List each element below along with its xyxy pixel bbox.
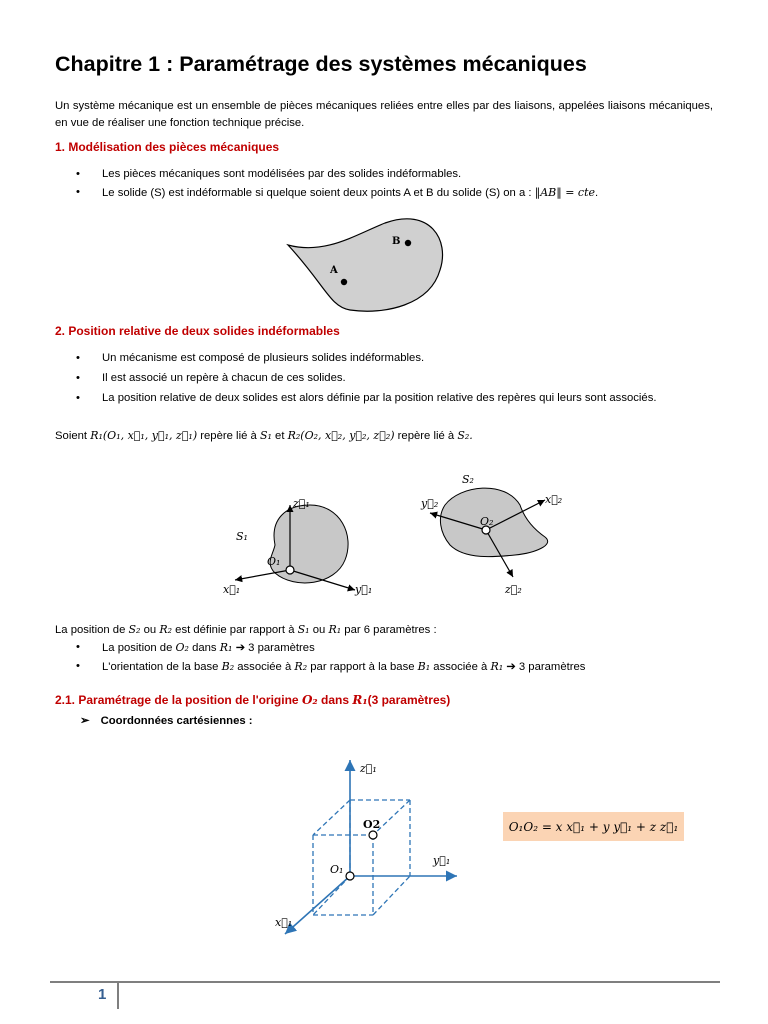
- o2-label: O₂: [480, 515, 494, 528]
- bullet-text: Il est associé un repère à chacun de ces solides.: [102, 372, 346, 384]
- soient-mid2: repère lié à: [397, 430, 455, 442]
- sb1-m1: O₂: [175, 641, 189, 654]
- page-number: 1: [98, 986, 107, 1003]
- s2-label: S₂: [462, 473, 474, 486]
- o2-label-3d: O2: [363, 818, 381, 831]
- r2-def: R₂(O₂, x⃗₂, y⃗₂, z⃗₂): [287, 429, 395, 442]
- s21-o2: O₂: [301, 693, 318, 707]
- sb2-m1: B₂: [221, 660, 235, 673]
- r1-def: R₁(O₁, x⃗₁, y⃗₁, z⃗₁): [90, 429, 198, 442]
- soient-mid1: repère lié à: [200, 430, 257, 442]
- y1-label-3d: y⃗₁: [433, 854, 451, 867]
- cartesian-item: [80, 713, 253, 730]
- ps-part1: La position de: [55, 624, 126, 636]
- z1-label: z⃗₁: [293, 497, 310, 510]
- sb1-m2: R₁: [219, 641, 233, 654]
- point-b-dot: [405, 240, 411, 246]
- sb2-m2: R₂: [294, 660, 308, 673]
- solid-shape: [288, 219, 443, 311]
- s21-suffix: (3 paramètres): [367, 693, 451, 707]
- section-2-bullet-1: [76, 350, 713, 367]
- x2-label: x⃗₂: [545, 493, 563, 506]
- bullet-text: Un mécanisme est composé de plusieurs solides indéformables.: [102, 352, 425, 364]
- position-sub-bullet-2: [76, 658, 586, 676]
- origin-o1-3d: [346, 872, 354, 880]
- ps-s2: S₂: [128, 623, 141, 636]
- ps-r2: R₂: [159, 623, 173, 636]
- ps-part5: par 6 paramètres :: [344, 624, 437, 636]
- sb2-m4: R₁: [490, 660, 504, 673]
- sb2-t4: associée à: [433, 661, 488, 673]
- ps-part2: ou: [143, 624, 157, 636]
- section-2-bullet-3: [76, 390, 713, 407]
- bullet-dot: •: [76, 392, 80, 404]
- dashed-box: [313, 800, 410, 915]
- point-a-dot: [341, 279, 347, 285]
- origin-o1: [286, 566, 294, 574]
- s1-ref: S₁: [259, 429, 272, 442]
- bullet-dot: •: [76, 186, 80, 198]
- cartesian-figure: [265, 750, 475, 940]
- bullet-text: Les pièces mécaniques sont modélisées par des solides indéformables.: [102, 168, 462, 180]
- ps-r1: R₁: [328, 623, 342, 636]
- section-2-bullet-2: [76, 370, 713, 387]
- sb1-t3: ➔ 3 paramètres: [235, 642, 315, 654]
- soient-prefix: Soient: [55, 430, 88, 442]
- s21-mid: dans: [321, 693, 350, 707]
- page-title: Chapitre 1 : Paramétrage des systèmes mécaniques: [55, 52, 587, 76]
- s2-ref: S₂.: [457, 429, 473, 442]
- point-b-label: B: [392, 236, 401, 247]
- position-sentence: [55, 621, 437, 639]
- section-2-heading: 2. Position relative de deux solides indéformables: [55, 324, 340, 338]
- x1-label: x⃗₁: [223, 583, 241, 596]
- position-vector-formula: O₁O₂ = x x⃗₁ + y y⃗₁ + z z⃗₁: [503, 812, 684, 841]
- arrow-bullet-icon: ➢: [80, 715, 90, 727]
- s1-label: S₁: [236, 530, 248, 543]
- o1-label-3d: O₁: [330, 863, 344, 876]
- o1-label: O₁: [267, 555, 281, 568]
- intro-paragraph: Un système mécanique est un ensemble de pièces mécaniques reliées entre elles par des liaisons, appelées liaisons mécaniques, en vue de réaliser une fonction technique précise.: [55, 100, 713, 129]
- section-1-bullet-2: • Le solide (S) est indéformable si quelque soient deux points A et B du solide (S) on a : ‖AB‖ = cte.: [76, 186, 599, 199]
- sb1-t1: La position de: [102, 642, 173, 654]
- bullet-dot: •: [76, 660, 80, 672]
- bullet-dot: •: [76, 168, 80, 180]
- sb2-t2: associée à: [237, 661, 292, 673]
- bullet-dot: •: [76, 372, 80, 384]
- s21-r1: R₁: [352, 693, 368, 707]
- norm-formula: ‖AB‖ = cte: [534, 186, 596, 199]
- ps-s1: S₁: [297, 623, 310, 636]
- ps-part4: ou: [312, 624, 326, 636]
- z2-label: z⃗₂: [505, 583, 522, 596]
- section-1-heading: 1. Modélisation des pièces mécaniques: [55, 140, 280, 154]
- x1-axis-3d: [285, 876, 350, 934]
- bullet-text: Le solide (S) est indéformable si quelque soient deux points A et B du solide (S) on a :: [102, 187, 532, 199]
- footer-rule: [50, 981, 720, 983]
- sb2-t1: L'orientation de la base: [102, 661, 219, 673]
- two-solids-figure: [215, 465, 575, 605]
- position-sub-bullet-1: [76, 639, 315, 657]
- section-2-1-heading: [55, 693, 450, 707]
- sb2-t3: par rapport à la base: [310, 661, 415, 673]
- cartesian-label: Coordonnées cartésiennes :: [100, 715, 253, 727]
- soient-and: et: [275, 430, 285, 442]
- solid-figure: [285, 215, 450, 315]
- bullet-dot: •: [76, 641, 80, 653]
- ps-part3: est définie par rapport à: [175, 624, 295, 636]
- section-1-bullet-1: [76, 166, 713, 183]
- solid-s2-shape: [440, 488, 547, 557]
- point-o2-3d: [369, 831, 377, 839]
- sb2-t5: ➔ 3 paramètres: [506, 661, 586, 673]
- y1-label: y⃗₁: [355, 583, 373, 596]
- bullet-dot: •: [76, 352, 80, 364]
- s21-prefix: 2.1. Paramétrage de la position de l'origine: [55, 693, 299, 707]
- y2-label: y⃗₂: [421, 497, 439, 510]
- sb1-t2: dans: [192, 642, 217, 654]
- sb2-m3: B₁: [417, 660, 431, 673]
- z1-label-3d: z⃗₁: [360, 762, 377, 775]
- point-a-label: A: [330, 265, 338, 276]
- footer-tick: [117, 983, 119, 1009]
- bullet-text: La position relative de deux solides est alors définie par la position relative des repères qui leurs sont associés.: [102, 392, 657, 404]
- x1-label-3d: x⃗₁: [275, 916, 293, 929]
- soient-line: [55, 427, 473, 445]
